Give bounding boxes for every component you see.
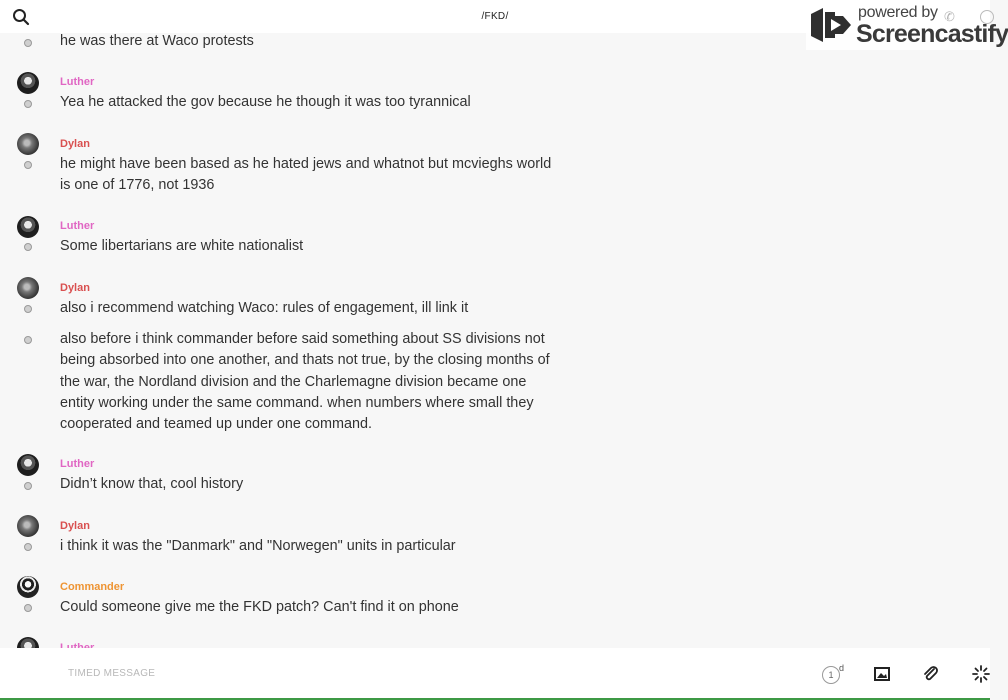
author-name[interactable]: Dylan <box>60 282 90 294</box>
avatar[interactable] <box>17 277 39 299</box>
author-name[interactable]: Dylan <box>60 138 90 150</box>
read-indicator <box>24 604 32 612</box>
expiry-unit: d <box>839 663 845 673</box>
avatar[interactable] <box>17 454 39 476</box>
expiry-timer-button[interactable]: 1 <box>822 666 840 684</box>
powered-by-text: powered by <box>858 4 938 21</box>
read-indicator <box>24 161 32 169</box>
message-text: also before i think commander before said something about SS divisions not being absorbed into one another, and thats not true, by the closing months of the war, the Nordland division and the Charlemagne division became one entity working under the same command. when numbers where small they cooperated and teamed up under one command. <box>60 331 550 433</box>
author-name[interactable]: Luther <box>60 76 95 88</box>
author-name[interactable]: Luther <box>60 220 95 232</box>
read-indicator <box>24 305 32 313</box>
sparkle-icon[interactable] <box>972 665 990 683</box>
read-indicator <box>24 39 32 47</box>
author-name[interactable]: Commander <box>60 581 125 593</box>
message-text: he might have been based as he hated jews and whatnot but mcvieghs world is one of 1776, not 1936 <box>60 156 552 194</box>
message-text: Some libertarians are white nationalist <box>60 238 304 254</box>
author-name[interactable]: Luther <box>60 458 95 470</box>
avatar[interactable] <box>17 72 39 94</box>
composer-bar <box>0 648 990 698</box>
message-text: also i recommend watching Waco: rules of engagement, ill link it <box>60 300 469 316</box>
image-icon[interactable] <box>873 665 891 683</box>
screencastify-logo-icon <box>809 6 853 44</box>
message-text: he was there at Waco protests <box>60 33 254 49</box>
read-indicator <box>24 243 32 251</box>
message-text: Didn’t know that, cool history <box>60 476 244 492</box>
message-text: Could someone give me the FKD patch? Can't find it on phone <box>60 599 459 615</box>
author-name[interactable]: Dylan <box>60 520 90 532</box>
read-indicator <box>24 100 32 108</box>
timed-message-input[interactable]: TIMED MESSAGE <box>68 668 156 679</box>
screencastify-watermark <box>806 0 1008 50</box>
read-indicator <box>24 543 32 551</box>
paperclip-icon[interactable] <box>922 665 940 683</box>
avatar[interactable] <box>17 216 39 238</box>
read-indicator <box>24 336 32 344</box>
brand-text: Screencastify <box>856 20 1008 48</box>
message-text: Yea he attacked the gov because he though it was too tyrannical <box>60 94 471 110</box>
avatar[interactable] <box>17 576 39 598</box>
avatar[interactable] <box>17 133 39 155</box>
avatar[interactable] <box>17 515 39 537</box>
phone-icon[interactable]: ✆ <box>944 9 955 24</box>
room-title: /FKD/ <box>481 11 509 22</box>
message-list[interactable] <box>0 33 990 648</box>
message-text: i think it was the "Danmark" and "Norwegen" units in particular <box>60 538 456 554</box>
info-icon[interactable] <box>980 10 994 24</box>
read-indicator <box>24 482 32 490</box>
